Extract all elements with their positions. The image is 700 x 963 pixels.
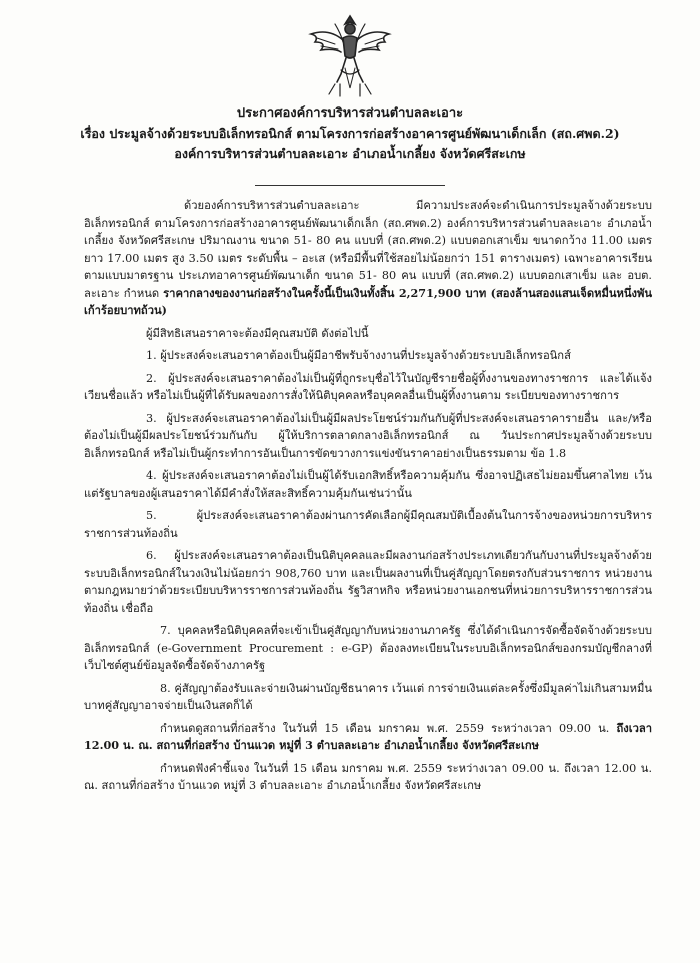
list-item: 6. ผู้ประสงค์จะเสนอราคาต้องเป็นนิติบุคคลและมีผลงานก่อสร้างประเภทเดียวกันกับงานที่ประมูลจ้างด้วยระบบอิเล็กทรอนิกส์ในวงเงินไม่น้อยกว่า 908,760 บาท และเป็นผลงานที่เป็นคู่สัญญาโดยตรงกับส่วนราชการ หน่วยงานตามกฎหมายว่าด้วยระเบียบบริหารราชการส่วนท้องถิ่น รัฐวิสาหกิจ หรือหน่วยงานเอกชนที่หน่วยการบริหารราชการส่วนท้องถิ่น เชื่อถือ <box>84 549 652 615</box>
list-item: 2. ผู้ประสงค์จะเสนอราคาต้องไม่เป็นผู้ที่ถูกระบุชื่อไว้ในบัญชีรายชื่อผู้ทิ้งงานของทางราชการ และได้แจ้งเวียนชื่อแล้ว หรือไม่เป็นผู้ที่ได้รับผลของการสั่งให้นิติบุคคลหรือบุคคลอื่นเป็นผู้ทิ้งงานตาม ระเบียบของทางราชการ <box>84 371 652 402</box>
reference-price: ราคากลางของงานก่อสร้างในครั้งนี้เป็นเงินทั้งสิ้น 2,271,900 บาท (สองล้านสองแสนเจ็ดหมื่นหนึ่งพันเก้าร้อยบาทถ้วน) <box>84 285 652 317</box>
qualification-intro: ผู้มีสิทธิเสนอราคาจะต้องมีคุณสมบัติ ดังต่อไปนี้ <box>146 326 369 340</box>
list-item: 8. คู่สัญญาต้องรับและจ่ายเงินผ่านบัญชีธนาคาร เว้นแต่ การจ่ายเงินแต่ละครั้งซึ่งมีมูลค่าไม่เกินสามหมื่นบาทคู่สัญญาอาจจ่ายเป็นเงินสดก็ได้ <box>84 681 652 712</box>
list-item: 7. บุคคลหรือนิติบุคคลที่จะเข้าเป็นคู่สัญญากับหน่วยงานภาครัฐ ซึ่งได้ดำเนินการจัดซื้อจัดจ้างด้วยระบบอิเล็กทรอนิกส์ (e-Government Procurement : e-GP) ต้องลงทะเบียนในระบบอิเล็กทรอนิกส์ของกรมบัญชีกลางที่เว็บไซต์ศูนย์ข้อมูลจัดซื้อจัดจ้างภาครัฐ <box>84 624 652 672</box>
announcement-title: ประกาศองค์การบริหารส่วนตำบลละเอาะ <box>236 106 464 121</box>
site-visit-lead: กำหนดดูสถานที่ก่อสร้าง ในวันที่ 15 เดือน มกราคม พ.ศ. 2559 ระหว่างเวลา 09.00 น. <box>160 721 617 735</box>
header-divider <box>255 185 445 186</box>
site-visit-location: ถึงเวลา 12.00 น. ณ. สถานที่ก่อสร้าง บ้านแวด หมู่ที่ 3 ตำบลละเอาะ อำเภอน้ำเกลี้ยง จังหวัดศรีสะเกษ <box>84 720 652 752</box>
list-item: 4. ผู้ประสงค์จะเสนอราคาต้องไม่เป็นผู้ได้รับเอกสิทธิ์หรือความคุ้มกัน ซึ่งอาจปฏิเสธไม่ยอมขึ้นศาลไทย เว้นแต่รัฐบาลของผู้เสนอราคาได้มีคำสั่งให้สละสิทธิ์ความคุ้มกันเช่นว่านั้น <box>84 469 652 500</box>
list-item: 1. ผู้ประสงค์จะเสนอราคาต้องเป็นผู้มีอาชีพรับจ้างงานที่ประมูลจ้างด้วยระบบอิเล็กทรอนิกส์ <box>146 349 571 362</box>
intro-paragraph <box>84 197 652 320</box>
list-item: 5. ผู้ประสงค์จะเสนอราคาต้องผ่านการคัดเลือกผู้มีคุณสมบัติเบื้องต้นในการจ้างของหน่วยการบริหารราชการส่วนท้องถิ่น <box>84 509 652 540</box>
announcement-org: องค์การบริหารส่วนตำบลละเอาะ อำเภอน้ำเกลี้ยง จังหวัดศรีสะเกษ <box>174 146 526 161</box>
announcement-subject: เรื่อง ประมูลจ้างด้วยระบบอิเล็กทรอนิกส์ ตามโครงการก่อสร้างอาคารศูนย์พัฒนาเด็กเล็ก (สถ.ศพด.2) <box>80 126 620 141</box>
list-item: 3. ผู้ประสงค์จะเสนอราคาต้องไม่เป็นผู้มีผลประโยชน์ร่วมกันกับผู้ที่ประสงค์จะเสนอราคารายอื่น และ/หรือต้องไม่เป็นผู้มีผลประโยชน์ร่วมกันกับ ผู้ให้บริการตลาดกลางอิเล็กทรอนิกส์ ณ วันประกาศประมูลจ้างด้วยระบบอิเล็กทรอนิกส์ หรือไม่เป็นผู้กระทำการอันเป็นการขัดขวางการแข่งขันราคาอย่างเป็นธรรมตาม ข้อ 1.8 <box>84 411 652 460</box>
announcement-header <box>0 104 700 164</box>
hearing-paragraph: กำหนดฟังคำชี้แจง ในวันที่ 15 เดือน มกราคม พ.ศ. 2559 ระหว่างเวลา 09.00 น. ถึงเวลา 12.00 น. ณ. สถานที่ก่อสร้าง บ้านแวด หมู่ที่ 3 ตำบลละเอาะ อำเภอน้ำเกลี้ยง จังหวัดศรีสะเกษ <box>84 761 652 792</box>
garuda-emblem-icon <box>305 12 395 100</box>
intro-text: ด้วยองค์การบริหารส่วนตำบลละเอาะ มีความประสงค์จะดำเนินการประมูลจ้างด้วยระบบอิเล็กทรอนิกส์ ตามโครงการก่อสร้างอาคารศูนย์พัฒนาเด็กเล็ก (สถ.ศพด.2) องค์การบริหารส่วนตำบลละเอาะ อำเภอน้ำเกลี้ยง จังหวัดศรีสะเกษ ปริมาณงาน ขนาด 51- 80 คน แบบที่ (สถ.ศพด.2) แบบตอกเสาเข็ม ขนาดกว้าง 11.00 เมตร ยาว 17.00 เมตร สูง 3.50 เมตร ระดับพื้น – อะเส (หรือมีพื้นที่ใช้สอยไม่น้อยกว่า 151 ตารางเมตร) เฉพาะอาคารเรียน ตามแบบมาตรฐาน ประเภทอาคารศูนย์พัฒนาเด็ก ขนาด 51- 80 คน แบบที่ (สถ.ศพด.2) แบบตอกเสาเข็ม และ อบต. ละเอาะ กำหนด <box>84 199 652 300</box>
site-visit-paragraph <box>84 720 652 755</box>
announcement-body <box>84 197 652 795</box>
